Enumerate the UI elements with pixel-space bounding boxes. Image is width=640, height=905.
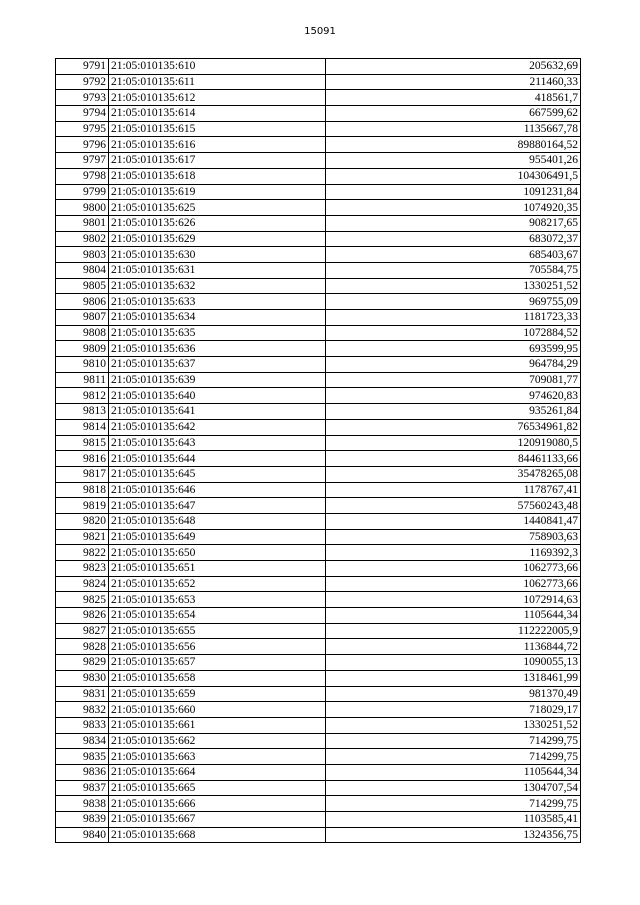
cadastral-value: 693599,95 — [326, 341, 581, 357]
table-row — [56, 749, 581, 765]
table-row — [56, 310, 581, 326]
cadastral-number: 21:05:010135:611 — [109, 74, 326, 90]
table-row — [56, 545, 581, 561]
cadastral-number: 21:05:010135:617 — [109, 153, 326, 169]
cadastral-number: 21:05:010135:625 — [109, 200, 326, 216]
table-row — [56, 325, 581, 341]
table-row — [56, 435, 581, 451]
row-number: 9801 — [56, 215, 109, 231]
cadastral-value: 1062773,66 — [326, 561, 581, 577]
table-row — [56, 529, 581, 545]
cadastral-number: 21:05:010135:652 — [109, 576, 326, 592]
table-row — [56, 780, 581, 796]
table-row — [56, 388, 581, 404]
cadastral-number: 21:05:010135:618 — [109, 168, 326, 184]
row-number: 9803 — [56, 247, 109, 263]
row-number: 9812 — [56, 388, 109, 404]
cadastral-number: 21:05:010135:640 — [109, 388, 326, 404]
cadastral-value: 709081,77 — [326, 372, 581, 388]
row-number: 9839 — [56, 812, 109, 828]
row-number: 9832 — [56, 702, 109, 718]
cadastral-number: 21:05:010135:612 — [109, 90, 326, 106]
row-number: 9799 — [56, 184, 109, 200]
table-row — [56, 168, 581, 184]
cadastral-value: 935261,84 — [326, 404, 581, 420]
table-row — [56, 341, 581, 357]
cadastral-value: 1074920,35 — [326, 200, 581, 216]
table-row — [56, 419, 581, 435]
cadastral-value: 1090055,13 — [326, 655, 581, 671]
cadastral-number: 21:05:010135:633 — [109, 294, 326, 310]
row-number: 9826 — [56, 608, 109, 624]
table-row — [56, 812, 581, 828]
cadastral-value: 76534961,82 — [326, 419, 581, 435]
cadastral-value: 1105644,34 — [326, 764, 581, 780]
cadastral-number: 21:05:010135:655 — [109, 623, 326, 639]
cadastral-number: 21:05:010135:637 — [109, 357, 326, 373]
cadastral-value: 1440841,47 — [326, 513, 581, 529]
page-number: 15091 — [304, 26, 336, 37]
cadastral-value: 714299,75 — [326, 733, 581, 749]
table-row — [56, 121, 581, 137]
row-number: 9813 — [56, 404, 109, 420]
row-number: 9831 — [56, 686, 109, 702]
cadastral-number: 21:05:010135:648 — [109, 513, 326, 529]
table-row — [56, 764, 581, 780]
table-row — [56, 592, 581, 608]
row-number: 9808 — [56, 325, 109, 341]
row-number: 9807 — [56, 310, 109, 326]
row-number: 9793 — [56, 90, 109, 106]
row-number: 9834 — [56, 733, 109, 749]
table-row — [56, 357, 581, 373]
cadastral-value: 1062773,66 — [326, 576, 581, 592]
row-number: 9840 — [56, 827, 109, 843]
cadastral-number: 21:05:010135:619 — [109, 184, 326, 200]
cadastral-value: 1072914,63 — [326, 592, 581, 608]
table-row — [56, 231, 581, 247]
table-row — [56, 639, 581, 655]
cadastral-number: 21:05:010135:668 — [109, 827, 326, 843]
cadastral-number: 21:05:010135:610 — [109, 59, 326, 75]
row-number: 9822 — [56, 545, 109, 561]
cadastral-number: 21:05:010135:658 — [109, 670, 326, 686]
cadastral-number: 21:05:010135:660 — [109, 702, 326, 718]
table-row — [56, 247, 581, 263]
table-row — [56, 200, 581, 216]
table-row — [56, 137, 581, 153]
row-number: 9795 — [56, 121, 109, 137]
cadastral-value: 1091231,84 — [326, 184, 581, 200]
table-row — [56, 608, 581, 624]
cadastral-value: 714299,75 — [326, 796, 581, 812]
cadastral-value: 1135667,78 — [326, 121, 581, 137]
row-number: 9829 — [56, 655, 109, 671]
cadastral-number: 21:05:010135:651 — [109, 561, 326, 577]
table-row — [56, 827, 581, 843]
cadastral-value: 1318461,99 — [326, 670, 581, 686]
cadastral-value: 705584,75 — [326, 262, 581, 278]
cadastral-number: 21:05:010135:645 — [109, 466, 326, 482]
cadastral-number: 21:05:010135:629 — [109, 231, 326, 247]
row-number: 9830 — [56, 670, 109, 686]
table-row — [56, 686, 581, 702]
cadastral-value: 1136844,72 — [326, 639, 581, 655]
cadastral-number: 21:05:010135:653 — [109, 592, 326, 608]
table-row — [56, 278, 581, 294]
cadastral-value: 84461133,66 — [326, 451, 581, 467]
row-number: 9818 — [56, 482, 109, 498]
row-number: 9806 — [56, 294, 109, 310]
table-row — [56, 106, 581, 122]
cadastral-value: 964784,29 — [326, 357, 581, 373]
cadastral-number: 21:05:010135:646 — [109, 482, 326, 498]
cadastral-number: 21:05:010135:642 — [109, 419, 326, 435]
row-number: 9791 — [56, 59, 109, 75]
cadastral-number: 21:05:010135:657 — [109, 655, 326, 671]
cadastral-number: 21:05:010135:643 — [109, 435, 326, 451]
cadastral-number: 21:05:010135:650 — [109, 545, 326, 561]
table-row — [56, 482, 581, 498]
row-number: 9835 — [56, 749, 109, 765]
cadastral-value: 89880164,52 — [326, 137, 581, 153]
cadastral-value: 683072,37 — [326, 231, 581, 247]
row-number: 9833 — [56, 717, 109, 733]
row-number: 9820 — [56, 513, 109, 529]
row-number: 9805 — [56, 278, 109, 294]
cadastral-number: 21:05:010135:632 — [109, 278, 326, 294]
cadastral-value: 1169392,3 — [326, 545, 581, 561]
table-row — [56, 623, 581, 639]
row-number: 9819 — [56, 498, 109, 514]
row-number: 9817 — [56, 466, 109, 482]
cadastral-number: 21:05:010135:636 — [109, 341, 326, 357]
cadastral-value: 35478265,08 — [326, 466, 581, 482]
cadastral-value-table — [55, 58, 581, 843]
table-row — [56, 513, 581, 529]
cadastral-number: 21:05:010135:630 — [109, 247, 326, 263]
cadastral-value: 112222005,9 — [326, 623, 581, 639]
table-row — [56, 153, 581, 169]
cadastral-value: 714299,75 — [326, 749, 581, 765]
cadastral-number: 21:05:010135:659 — [109, 686, 326, 702]
cadastral-value: 104306491,5 — [326, 168, 581, 184]
table-row — [56, 655, 581, 671]
table-row — [56, 90, 581, 106]
row-number: 9827 — [56, 623, 109, 639]
row-number: 9838 — [56, 796, 109, 812]
row-number: 9811 — [56, 372, 109, 388]
cadastral-number: 21:05:010135:664 — [109, 764, 326, 780]
cadastral-number: 21:05:010135:661 — [109, 717, 326, 733]
table-row — [56, 294, 581, 310]
table-row — [56, 184, 581, 200]
row-number: 9828 — [56, 639, 109, 655]
cadastral-number: 21:05:010135:667 — [109, 812, 326, 828]
cadastral-number: 21:05:010135:635 — [109, 325, 326, 341]
table-row — [56, 466, 581, 482]
row-number: 9824 — [56, 576, 109, 592]
table-row — [56, 796, 581, 812]
table-row — [56, 702, 581, 718]
table-row — [56, 733, 581, 749]
table-row — [56, 372, 581, 388]
cadastral-value: 974620,83 — [326, 388, 581, 404]
cadastral-value: 1103585,41 — [326, 812, 581, 828]
cadastral-value: 1330251,52 — [326, 278, 581, 294]
cadastral-value: 57560243,48 — [326, 498, 581, 514]
row-number: 9809 — [56, 341, 109, 357]
table-row — [56, 670, 581, 686]
cadastral-number: 21:05:010135:644 — [109, 451, 326, 467]
cadastral-value: 908217,65 — [326, 215, 581, 231]
table-row — [56, 498, 581, 514]
cadastral-value: 667599,62 — [326, 106, 581, 122]
table-row — [56, 451, 581, 467]
row-number: 9816 — [56, 451, 109, 467]
cadastral-number: 21:05:010135:614 — [109, 106, 326, 122]
table-row — [56, 74, 581, 90]
cadastral-number: 21:05:010135:631 — [109, 262, 326, 278]
table-row — [56, 215, 581, 231]
cadastral-value: 1072884,52 — [326, 325, 581, 341]
table-row — [56, 717, 581, 733]
cadastral-number: 21:05:010135:649 — [109, 529, 326, 545]
cadastral-value: 685403,67 — [326, 247, 581, 263]
cadastral-number: 21:05:010135:663 — [109, 749, 326, 765]
table-row — [56, 561, 581, 577]
row-number: 9836 — [56, 764, 109, 780]
cadastral-number: 21:05:010135:639 — [109, 372, 326, 388]
cadastral-value: 418561,7 — [326, 90, 581, 106]
cadastral-value: 981370,49 — [326, 686, 581, 702]
cadastral-number: 21:05:010135:662 — [109, 733, 326, 749]
table-row — [56, 262, 581, 278]
cadastral-number: 21:05:010135:616 — [109, 137, 326, 153]
row-number: 9837 — [56, 780, 109, 796]
row-number: 9797 — [56, 153, 109, 169]
cadastral-value: 211460,33 — [326, 74, 581, 90]
table-row — [56, 59, 581, 75]
table-row — [56, 404, 581, 420]
cadastral-value: 758903,63 — [326, 529, 581, 545]
cadastral-value: 955401,26 — [326, 153, 581, 169]
cadastral-value: 1181723,33 — [326, 310, 581, 326]
cadastral-number: 21:05:010135:656 — [109, 639, 326, 655]
table-row — [56, 576, 581, 592]
cadastral-number: 21:05:010135:634 — [109, 310, 326, 326]
cadastral-number: 21:05:010135:666 — [109, 796, 326, 812]
row-number: 9815 — [56, 435, 109, 451]
cadastral-number: 21:05:010135:665 — [109, 780, 326, 796]
row-number: 9823 — [56, 561, 109, 577]
cadastral-value: 1304707,54 — [326, 780, 581, 796]
cadastral-value: 1178767,41 — [326, 482, 581, 498]
row-number: 9804 — [56, 262, 109, 278]
table-body — [56, 59, 581, 843]
row-number: 9792 — [56, 74, 109, 90]
cadastral-value: 1105644,34 — [326, 608, 581, 624]
row-number: 9794 — [56, 106, 109, 122]
row-number: 9821 — [56, 529, 109, 545]
cadastral-value: 1324356,75 — [326, 827, 581, 843]
cadastral-value: 718029,17 — [326, 702, 581, 718]
cadastral-value: 120919080,5 — [326, 435, 581, 451]
cadastral-number: 21:05:010135:615 — [109, 121, 326, 137]
cadastral-value: 969755,09 — [326, 294, 581, 310]
cadastral-value: 205632,69 — [326, 59, 581, 75]
cadastral-number: 21:05:010135:641 — [109, 404, 326, 420]
row-number: 9825 — [56, 592, 109, 608]
cadastral-number: 21:05:010135:647 — [109, 498, 326, 514]
row-number: 9810 — [56, 357, 109, 373]
row-number: 9800 — [56, 200, 109, 216]
cadastral-number: 21:05:010135:626 — [109, 215, 326, 231]
cadastral-number: 21:05:010135:654 — [109, 608, 326, 624]
cadastral-value: 1330251,52 — [326, 717, 581, 733]
row-number: 9814 — [56, 419, 109, 435]
row-number: 9802 — [56, 231, 109, 247]
row-number: 9796 — [56, 137, 109, 153]
row-number: 9798 — [56, 168, 109, 184]
